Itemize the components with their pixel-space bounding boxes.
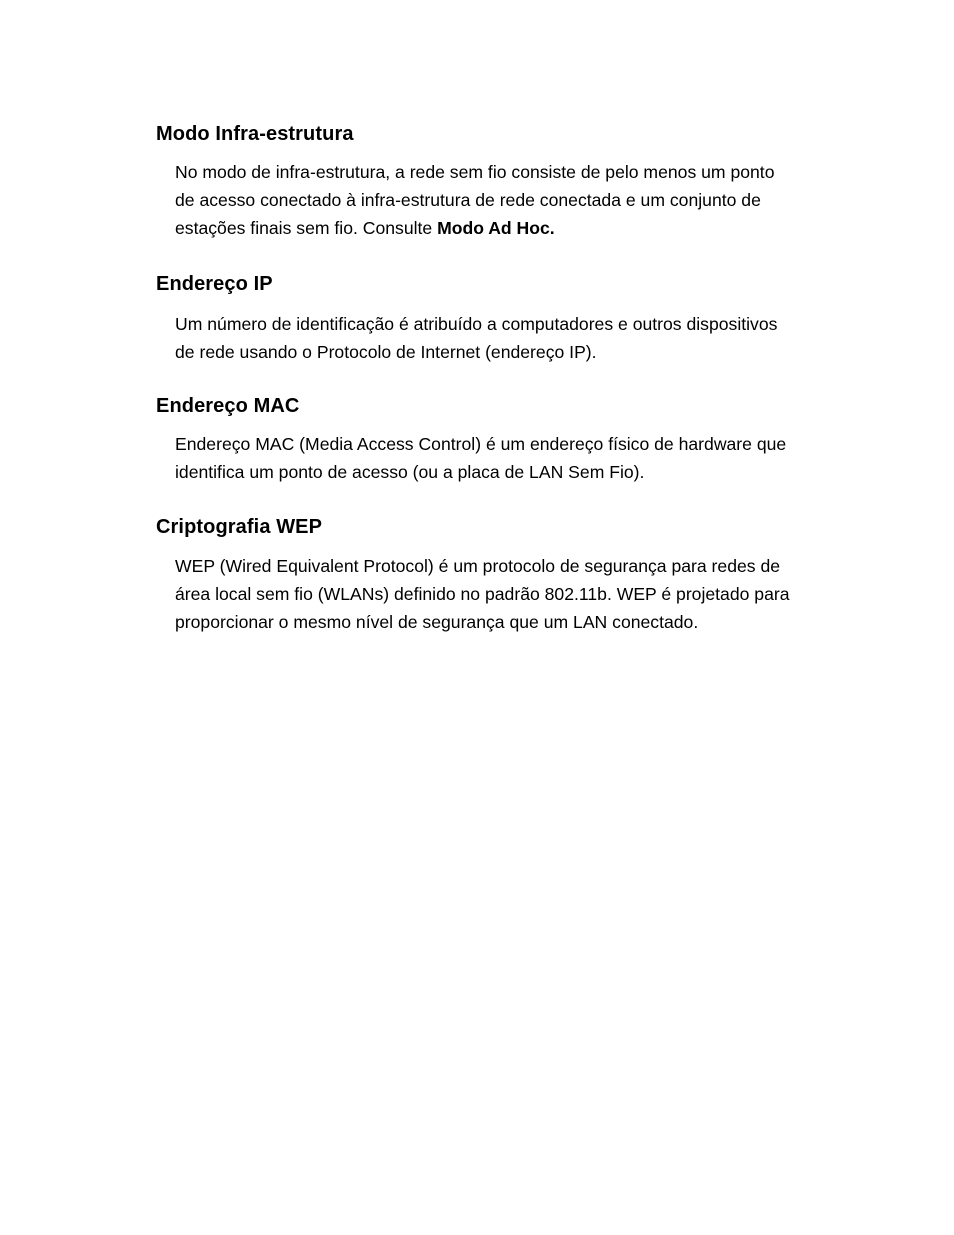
definition-line: área local sem fio (WLANs) definido no padrão 802.11b. WEP é projetado para xyxy=(175,584,790,604)
definition-line: estações finais sem fio. Consulte xyxy=(175,218,438,238)
definition-line: de rede usando o Protocolo de Internet (endereço IP). xyxy=(175,342,597,362)
cross-reference: Modo Ad Hoc. xyxy=(437,218,555,238)
definition-line: Endereço MAC (Media Access Control) é um endereço físico de hardware que xyxy=(175,434,787,454)
glossary-entry-ip-address xyxy=(156,272,856,366)
entry-definition xyxy=(156,158,855,242)
definition-line: Um número de identificação é atribuído a computadores e outros dispositivos xyxy=(175,314,778,334)
entry-term: Modo Infra-estrutura xyxy=(156,123,354,145)
definition-line: No modo de infra-estrutura, a rede sem fio consiste de pelo menos um ponto xyxy=(175,162,775,182)
entry-term: Endereço MAC xyxy=(156,395,300,417)
entry-term: Endereço IP xyxy=(156,273,273,295)
entry-definition xyxy=(156,552,855,636)
definition-line: proporcionar o mesmo nível de segurança que um LAN conectado. xyxy=(175,612,699,632)
entry-term: Criptografia WEP xyxy=(156,516,323,538)
entry-definition xyxy=(156,430,855,486)
definition-line: de acesso conectado à infra-estrutura de rede conectada e um conjunto de xyxy=(175,190,761,210)
definition-line: identifica um ponto de acesso (ou a placa de LAN Sem Fio). xyxy=(175,462,645,482)
glossary-entry-infrastructure-mode xyxy=(156,122,856,242)
glossary-entry-mac-address xyxy=(156,394,856,486)
glossary-entry-wep-encryption xyxy=(156,515,856,636)
entry-definition xyxy=(156,310,855,366)
definition-line: WEP (Wired Equivalent Protocol) é um protocolo de segurança para redes de xyxy=(175,556,781,576)
